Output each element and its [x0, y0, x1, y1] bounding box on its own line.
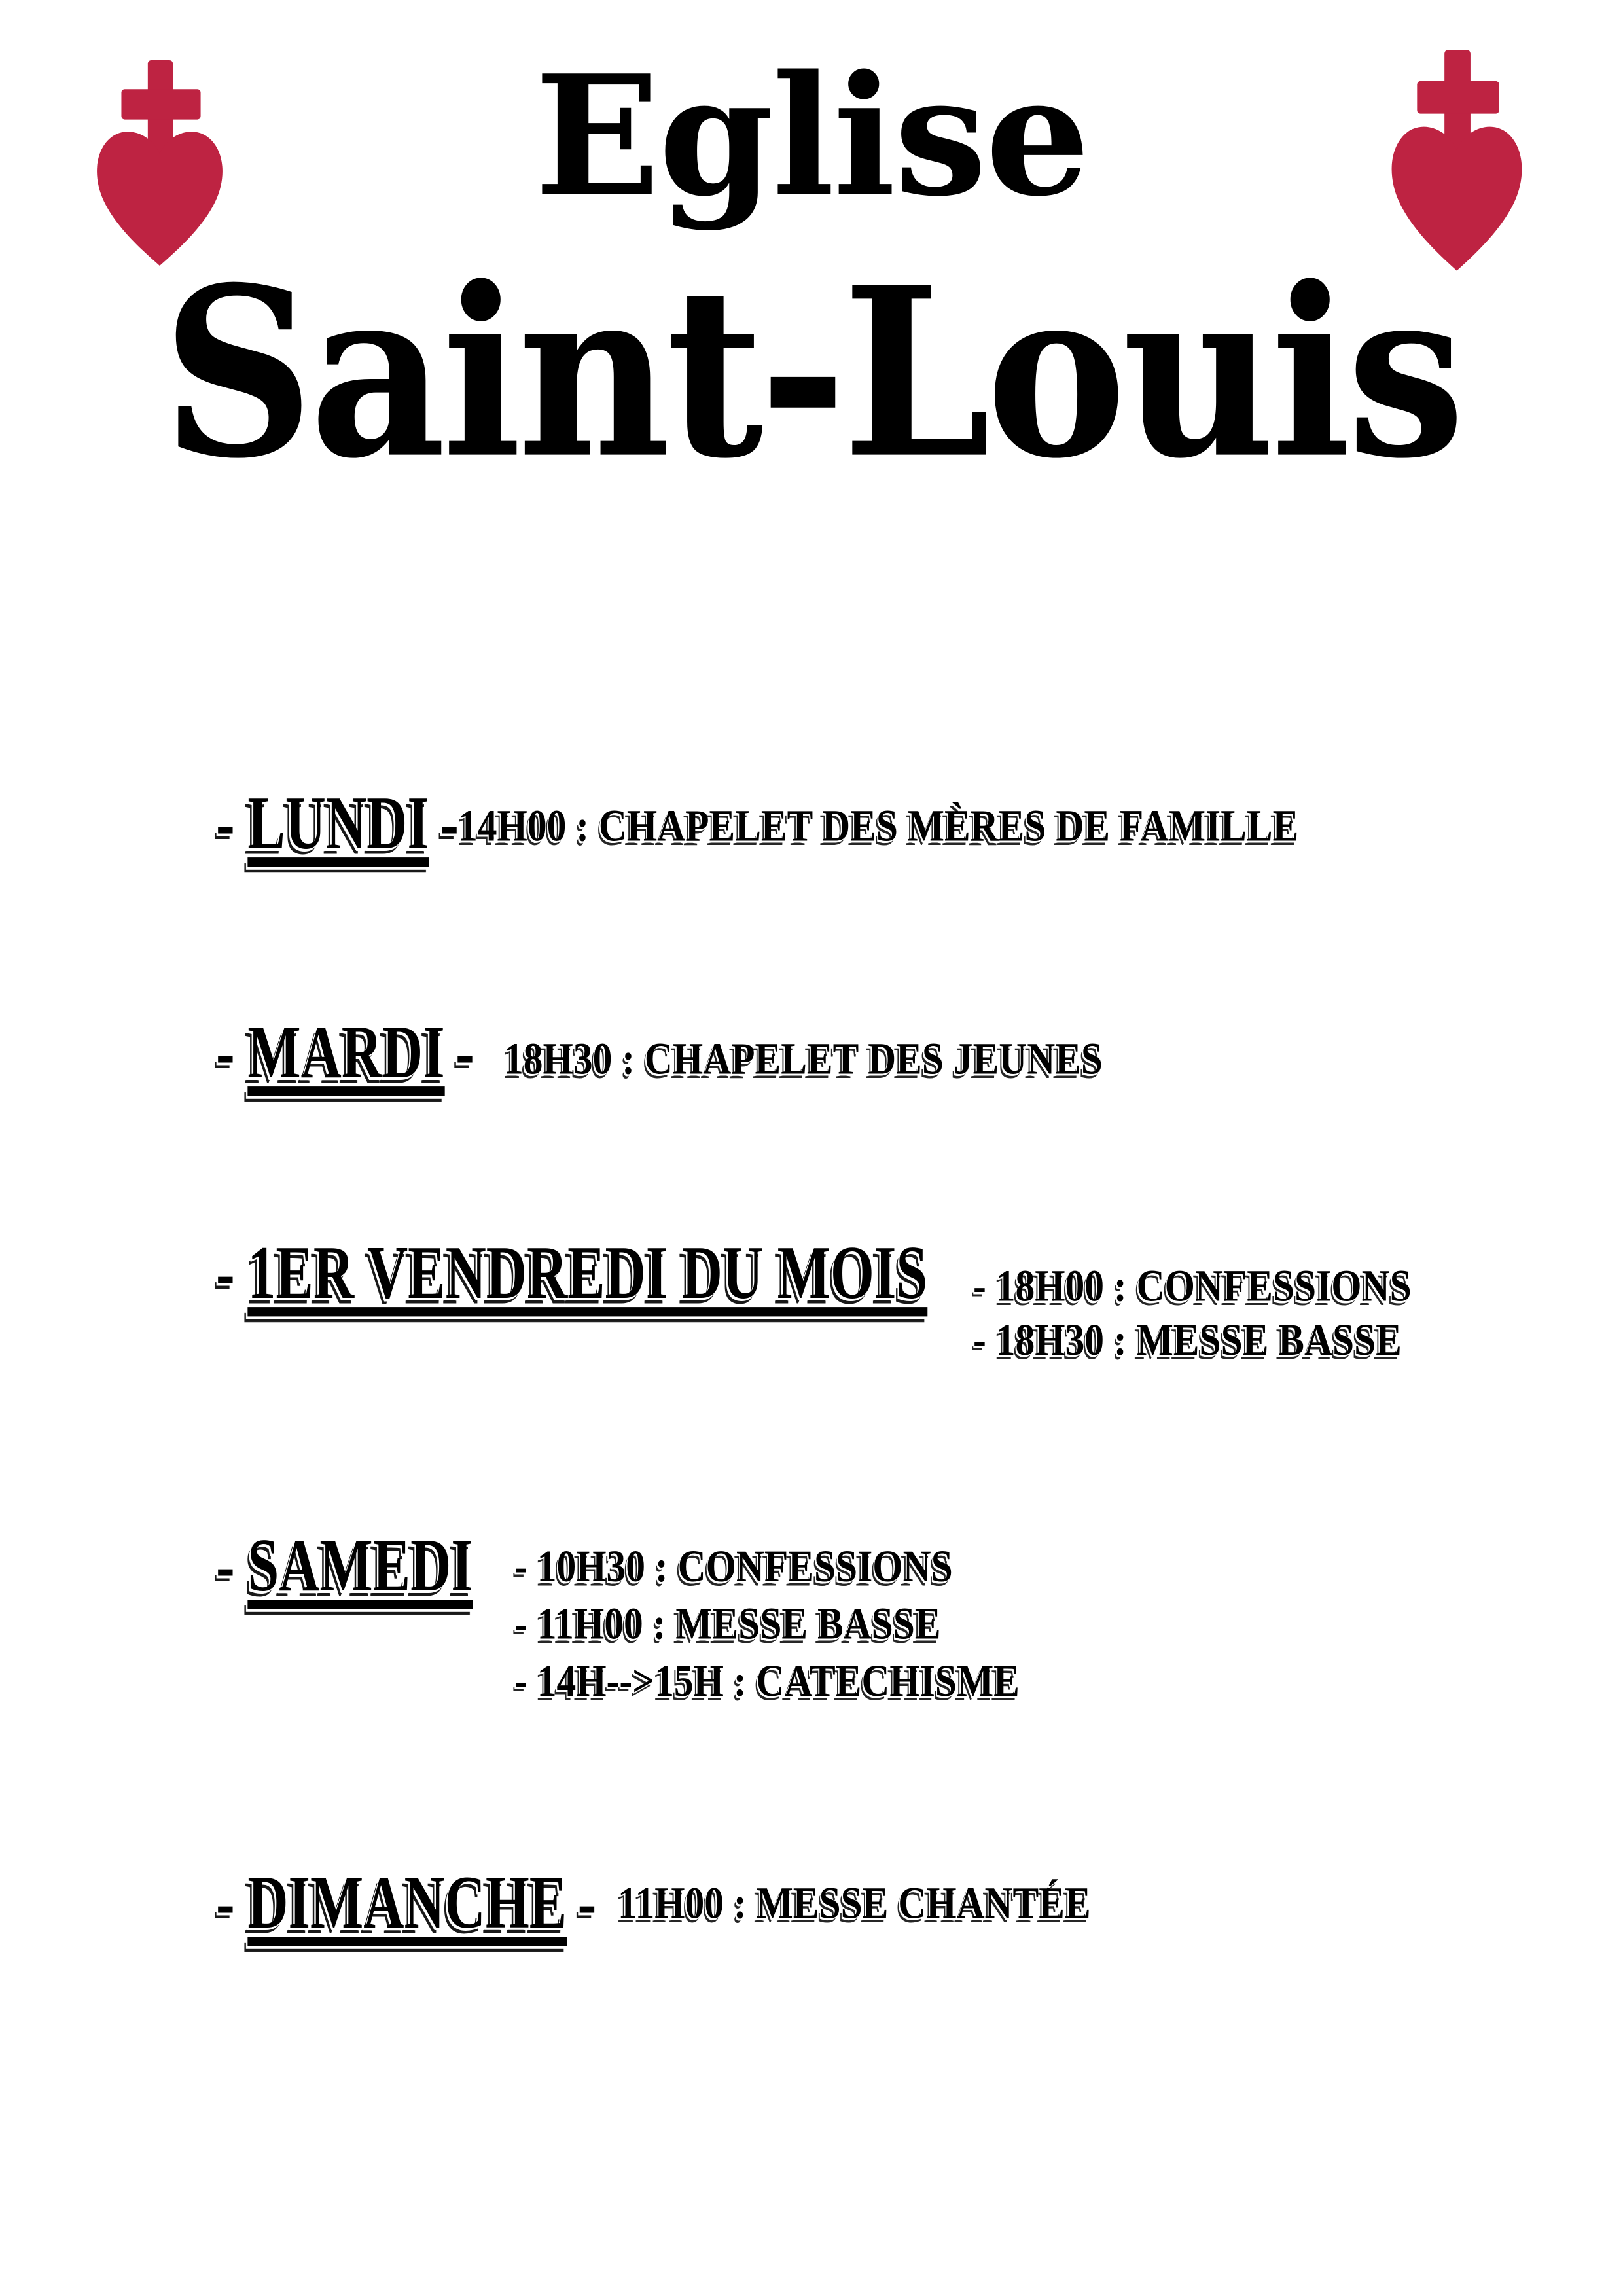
time-line: - 18H30 : MESSE BASSE: [973, 1314, 1402, 1365]
times-block: [504, 1034, 1103, 1083]
time-line: - 11H00 : MESSE BASSE: [514, 1598, 941, 1649]
dash: -: [216, 1859, 235, 1945]
time-line: 11H00 : MESSE CHANTÉE: [618, 1877, 1091, 1928]
day-label-wrap: [216, 1522, 484, 1607]
page-title-line1: Eglise: [534, 39, 1089, 233]
day-label: 1ER VENDREDI DU MOIS: [247, 1230, 928, 1315]
day-label: MARDI: [247, 1009, 445, 1094]
page-title-line2: Saint-Louis: [162, 236, 1461, 510]
times-block: [514, 1537, 1020, 1709]
dash: -: [216, 1009, 235, 1094]
day-label-wrap: [216, 1009, 474, 1094]
day-label-wrap: [216, 1230, 938, 1315]
day-label: DIMANCHE: [247, 1859, 567, 1945]
time-line: 18H30 : CHAPELET DES JEUNES: [504, 1033, 1103, 1084]
day-label-wrap: [216, 780, 459, 865]
times-block: [973, 1259, 1412, 1367]
times-block: [458, 801, 1298, 850]
time-line: 14H00 : CHAPELET DES MÈRES DE FAMILLE: [458, 800, 1299, 851]
times-block: [618, 1878, 1091, 1928]
dash: -: [577, 1859, 597, 1945]
dash: -: [455, 1009, 474, 1094]
time-line: - 18H00 : CONFESSIONS: [973, 1261, 1412, 1311]
day-label-wrap: [216, 1859, 597, 1945]
dash: -: [216, 1230, 235, 1315]
dash: -: [216, 780, 235, 865]
dash: -: [440, 780, 459, 865]
time-line: - 14H-->15H : CATECHISME: [514, 1655, 1020, 1706]
day-label: LUNDI: [247, 780, 429, 865]
day-label: SAMEDI: [247, 1522, 473, 1607]
dash: -: [216, 1522, 235, 1607]
time-line: - 10H30 : CONFESSIONS: [514, 1541, 953, 1592]
